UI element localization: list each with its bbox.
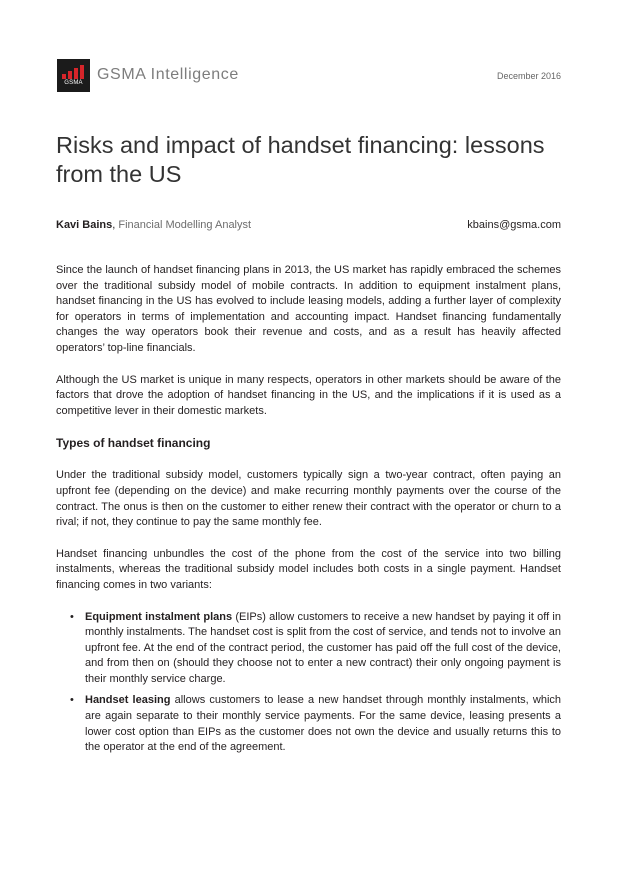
signal-bar — [62, 74, 66, 79]
publication-date: December 2016 — [496, 71, 561, 81]
list-item — [56, 610, 561, 688]
author-role: Financial Modelling Analyst — [118, 219, 252, 231]
signal-bar — [68, 71, 72, 79]
author-separator: , — [112, 219, 119, 231]
signal-bars-icon — [62, 65, 85, 79]
intro-paragraph: Although the US market is unique in many respects, operators in other markets should be aware of the factors that drove the adoption of handset financing in the US, and the implications if it is used as a competitive lever in their domestic markets. — [56, 373, 561, 417]
logo-text: GSMA — [64, 80, 83, 86]
signal-bar — [74, 68, 78, 79]
bullet-icon: • — [70, 610, 74, 623]
author-email[interactable]: kbains@gsma.com — [467, 219, 561, 231]
section-heading: Types of handset financing — [56, 436, 211, 451]
intro-paragraph: Since the launch of handset financing plans in 2013, the US market has rapidly embraced the schemes over the traditional subsidy model of mobile contracts. In addition to equipment instalment plans, handset financing in the US has evolved to include leasing models, adding a further layer of complexity for operators in terms of implementation and accounting impact. Handset financing fundamentally changes the way operators book their revenue and costs, and as a result has heavily affected operators’ top-line financials. — [56, 264, 561, 354]
list-item — [56, 693, 561, 755]
bullet-icon: • — [70, 694, 74, 707]
signal-bar — [80, 65, 84, 79]
financing-variants-list — [56, 610, 561, 756]
section-paragraph: Handset financing unbundles the cost of the phone from the cost of the service into two billing instalments, whereas the traditional subsidy model includes both costs in a single payment. Handset financing comes in two variants: — [56, 547, 561, 591]
gsma-logo — [57, 59, 90, 92]
brand-name: GSMA Intelligence — [97, 66, 239, 83]
list-item-term: Equipment instalment plans — [85, 610, 233, 623]
list-item-text: allows customers to lease a new handset through monthly instalments, which are again separate to their monthly service payments. For the same device, leasing presents a lower cost option than EIPs as the customer does not own the device and usually returns this to the operator at the end of the agreement. — [85, 694, 562, 754]
author-name: Kavi Bains — [56, 219, 113, 231]
article-body — [56, 263, 561, 762]
list-item-text: (EIPs) allow customers to receive a new handset by paying it off in monthly instalments. The handset cost is split from the cost of service, and tends not to involve an upfront fee. At the end of the contract period, the customer has paid off the full cost of the device, and from then on (should they choose not to enter a new contract) their only ongoing payment is their monthly service charge. — [85, 610, 561, 685]
author-line — [56, 219, 561, 235]
page-title: Risks and impact of handset financing: lessons from the US — [56, 132, 545, 187]
section-paragraph: Under the traditional subsidy model, customers typically sign a two-year contract, often paying an upfront fee (depending on the device) and make recurring monthly payments over the course of the contract. The onus is then on the customer to either renew their contract with the operator or churn to a rival; if not, they continue to pay the same monthly fee. — [56, 469, 561, 529]
list-item-term: Handset leasing — [85, 694, 171, 707]
